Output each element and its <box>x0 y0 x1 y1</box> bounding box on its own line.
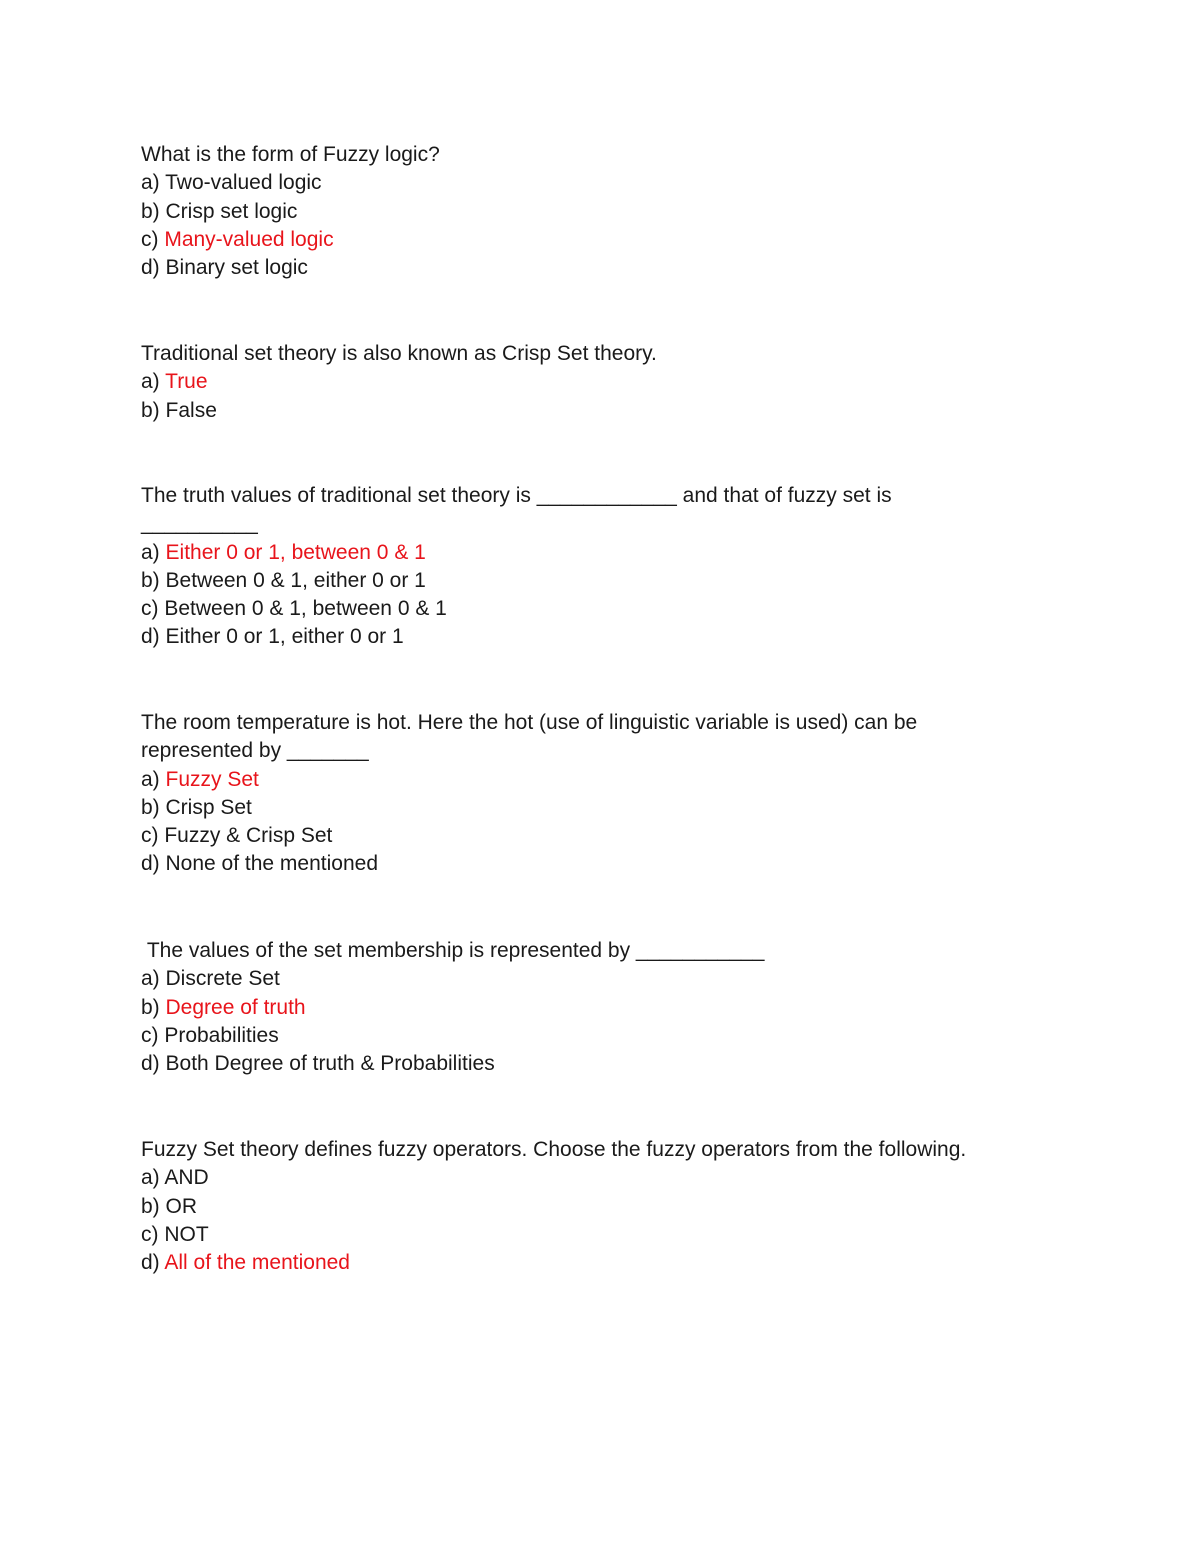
question-text: What is the form of Fuzzy logic? <box>141 143 440 166</box>
option-b <box>141 397 1041 425</box>
option-text: Probabilities <box>164 1023 279 1047</box>
question-6 <box>141 1136 1141 1277</box>
option-prefix: d) <box>141 1052 166 1076</box>
option-a <box>141 539 961 567</box>
option-text: AND <box>164 1166 209 1190</box>
option-text: Both Degree of truth & Probabilities <box>165 1052 495 1076</box>
option-text: False <box>165 398 217 422</box>
question-text: The values of the set membership is represented by ___________ <box>141 939 765 962</box>
answer-text: All of the mentioned <box>164 1251 350 1275</box>
option-d <box>141 850 1001 878</box>
question-4 <box>141 709 1001 879</box>
question-text: The truth values of traditional set theory is ____________ and that of fuzzy set is __________ <box>141 484 898 536</box>
option-text: Two-valued logic <box>165 171 322 195</box>
question-text: Traditional set theory is also known as Crisp Set theory. <box>141 342 657 365</box>
option-a <box>141 1164 1141 1192</box>
option-b <box>141 198 1041 226</box>
option-prefix: c) <box>141 227 165 251</box>
option-prefix: b) <box>141 1194 166 1218</box>
option-text: None of the mentioned <box>165 852 378 876</box>
option-c <box>141 595 961 623</box>
option-prefix: a) <box>141 540 166 564</box>
option-c <box>141 1022 1041 1050</box>
option-d <box>141 1249 1141 1277</box>
option-text: Fuzzy & Crisp Set <box>164 824 333 848</box>
option-a <box>141 169 1041 197</box>
question-5 <box>141 937 1041 1078</box>
option-prefix: d) <box>141 1251 165 1275</box>
option-prefix: c) <box>141 824 165 848</box>
answer-text: Either 0 or 1, between 0 & 1 <box>165 540 426 564</box>
option-prefix: d) <box>141 852 166 876</box>
option-prefix: c) <box>141 597 165 621</box>
option-text: Between 0 & 1, between 0 & 1 <box>164 597 447 621</box>
option-a <box>141 368 1041 396</box>
option-prefix: b) <box>141 199 166 223</box>
option-prefix: c) <box>141 1222 165 1246</box>
question-3 <box>141 482 961 652</box>
option-prefix: a) <box>141 171 166 195</box>
option-prefix: a) <box>141 967 166 991</box>
answer-text: True <box>165 370 208 394</box>
option-prefix: b) <box>141 398 166 422</box>
option-c <box>141 1221 1141 1249</box>
option-c <box>141 822 1001 850</box>
option-d <box>141 623 961 651</box>
option-prefix: a) <box>141 1166 165 1190</box>
option-prefix: a) <box>141 767 166 791</box>
option-prefix: b) <box>141 995 166 1019</box>
question-text: Fuzzy Set theory defines fuzzy operators. Choose the fuzzy operators from the following. <box>141 1138 967 1161</box>
option-text: OR <box>165 1194 198 1218</box>
option-prefix: b) <box>141 795 166 819</box>
option-a <box>141 766 1001 794</box>
option-text: Crisp set logic <box>165 199 298 223</box>
question-2 <box>141 340 1041 425</box>
option-d <box>141 254 1041 282</box>
option-prefix: b) <box>141 568 166 592</box>
option-prefix: a) <box>141 370 166 394</box>
option-prefix: d) <box>141 256 166 280</box>
option-a <box>141 965 1041 993</box>
option-b <box>141 567 961 595</box>
option-b <box>141 994 1041 1022</box>
question-1 <box>141 141 1041 282</box>
option-b <box>141 1193 1141 1221</box>
option-d <box>141 1050 1041 1078</box>
option-prefix: c) <box>141 1023 165 1047</box>
option-text: Between 0 & 1, either 0 or 1 <box>165 568 426 592</box>
question-text: The room temperature is hot. Here the hot (use of linguistic variable is used) can be represented by _______ <box>141 711 924 763</box>
option-text: Discrete Set <box>165 967 280 991</box>
answer-text: Fuzzy Set <box>165 767 259 791</box>
option-prefix: d) <box>141 625 166 649</box>
option-text: NOT <box>164 1222 209 1246</box>
option-c <box>141 226 1041 254</box>
option-b <box>141 794 1001 822</box>
option-text: Crisp Set <box>165 795 252 819</box>
option-text: Either 0 or 1, either 0 or 1 <box>165 625 404 649</box>
answer-text: Many-valued logic <box>164 227 334 251</box>
option-text: Binary set logic <box>165 256 308 280</box>
answer-text: Degree of truth <box>165 995 306 1019</box>
